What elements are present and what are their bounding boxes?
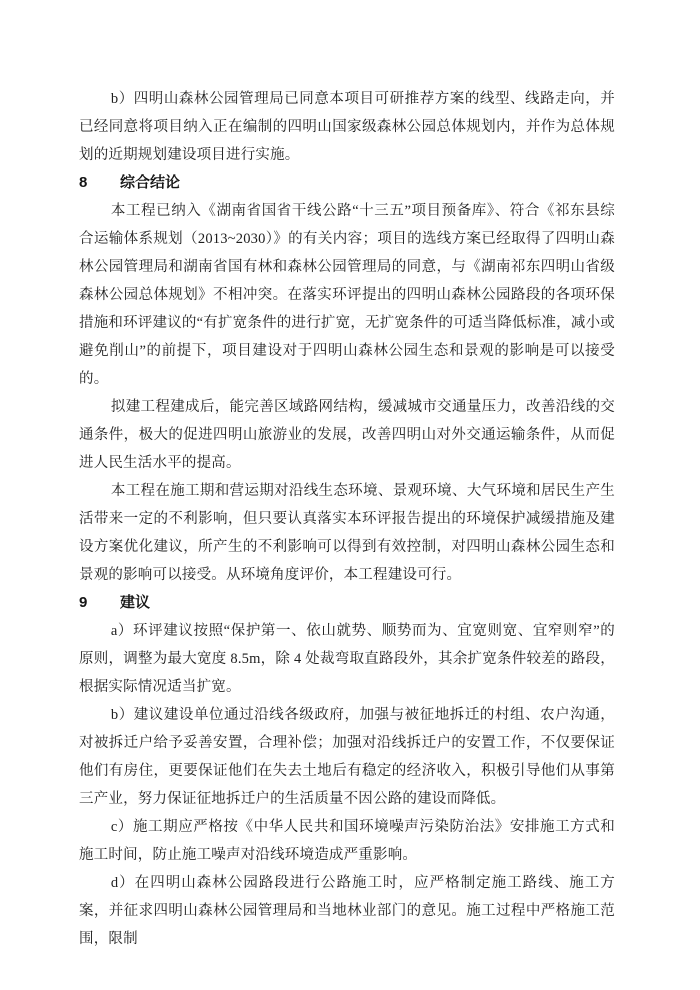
paragraph: b）四明山森林公园管理局已同意本项目可研推荐方案的线型、线路走向，并已经同意将项目纳入正在编制的四明山国家级森林公园总体规划内，并作为总体规划的近期规划建设项目进行实施。 [79, 91, 615, 163]
paragraph: 本工程已纳入《湖南省国省干线公路“十三五”项目预备库》、符合《祁东县综合运输体系规划（2013~2030）》的有关内容；项目的选线方案已经取得了四明山森林公园管理局和湖南省国有林和森林公园管理局的同意，与《湖南祁东四明山省级森林公园总体规划》不相冲突。在落实环评提出的四明山森林公园路段的各项环保措施和环评建议的“有扩宽条件的进行扩宽，无扩宽条件的可适当降低标准，减小或避免削山”的前提下，项目建设对于四明山森林公园生态和景观的影响是可以接受的。 [79, 203, 615, 387]
paragraph: d）在四明山森林公园路段进行公路施工时，应严格制定施工路线、施工方案，并征求四明山森林公园管理局和当地林业部门的意见。施工过程中严格施工范围，限制 [79, 875, 615, 947]
section-heading [79, 589, 615, 617]
paragraph: 拟建工程建成后，能完善区域路网结构，缓减城市交通量压力，改善沿线的交通条件，极大的促进四明山旅游业的发展，改善四明山对外交通运输条件，从而促进人民生活水平的提高。 [79, 399, 615, 471]
section-number: 9 [79, 594, 88, 611]
paragraph: c）施工期应严格按《中华人民共和国环境噪声污染防治法》安排施工方式和施工时间，防止施工噪声对沿线环境造成严重影响。 [79, 819, 615, 863]
section-number: 8 [79, 174, 88, 191]
section-title: 综合结论 [120, 174, 181, 191]
paragraph: a）环评建议按照“保护第一、依山就势、顺势而为、宜宽则宽、宜窄则窄”的原则，调整为最大宽度 8.5m，除 4 处裁弯取直路段外，其余扩宽条件较差的路段，根据实际情况适当扩宽。 [79, 623, 615, 695]
paragraph: b）建议建设单位通过沿线各级政府，加强与被征地拆迁的村组、农户沟通，对被拆迁户给予妥善安置，合理补偿；加强对沿线拆迁户的安置工作，不仅要保证他们有房住，更要保证他们在失去土地后有稳定的经济收入，积极引导他们从事第三产业，努力保证征地拆迁户的生活质量不因公路的建设而降低。 [79, 707, 615, 807]
paragraph: 本工程在施工期和营运期对沿线生态环境、景观环境、大气环境和居民生产生活带来一定的不利影响，但只要认真落实本环评报告提出的环境保护减缓措施及建设方案优化建议，所产生的不利影响可以得到有效控制，对四明山森林公园生态和景观的影响可以接受。从环境角度评价，本工程建设可行。 [79, 483, 615, 583]
section-title: 建议 [120, 594, 151, 611]
document-content [79, 85, 615, 953]
section-heading [79, 169, 615, 197]
